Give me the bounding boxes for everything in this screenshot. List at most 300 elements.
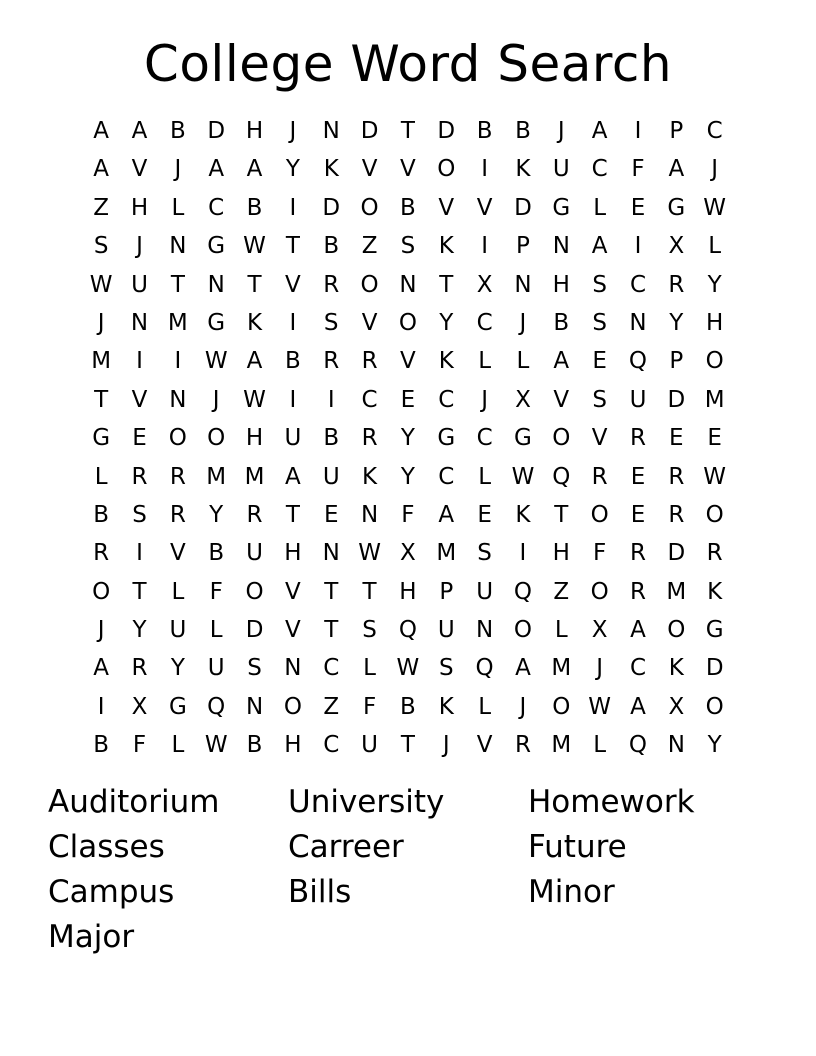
- grid-cell: X: [668, 693, 685, 720]
- grid-cell: U: [131, 271, 148, 298]
- grid-cell: Y: [439, 309, 454, 336]
- page-title: College Word Search: [143, 35, 673, 93]
- grid-cell: T: [285, 233, 300, 260]
- grid-cell: R: [668, 501, 685, 528]
- grid-cell: S: [132, 501, 147, 528]
- grid-cell: Q: [207, 693, 226, 720]
- grid-cell: J: [519, 309, 527, 336]
- grid-cell: O: [398, 309, 417, 336]
- grid-cell: X: [591, 617, 608, 644]
- grid-cell: J: [442, 732, 450, 759]
- grid-cell: D: [437, 118, 456, 144]
- grid-cell: B: [93, 501, 110, 528]
- grid-cell: R: [514, 732, 531, 759]
- grid-cell: A: [515, 655, 531, 682]
- grid-cell: V: [131, 156, 148, 183]
- grid-cell: D: [667, 386, 686, 413]
- grid-cell: M: [206, 463, 227, 490]
- grid-cell: I: [289, 386, 297, 413]
- grid-cell: E: [592, 348, 607, 375]
- grid-cell: O: [705, 693, 724, 720]
- grid-cell: H: [552, 271, 570, 298]
- grid-row: [82, 342, 734, 380]
- grid-cell: U: [322, 463, 340, 490]
- grid-cell: S: [592, 309, 607, 336]
- grid-cell: D: [514, 194, 532, 221]
- grid-cell: A: [93, 655, 110, 682]
- grid-cell: E: [630, 463, 646, 490]
- grid-cell: A: [630, 693, 646, 720]
- grid-cell: N: [476, 617, 494, 644]
- grid-row: [82, 150, 734, 188]
- grid-cell: R: [169, 463, 186, 490]
- grid-cell: A: [131, 118, 148, 144]
- grid-cell: Q: [628, 732, 648, 759]
- grid-cell: J: [136, 233, 143, 260]
- grid-cell: J: [711, 156, 719, 183]
- grid-cell: R: [706, 540, 723, 567]
- grid-cell: G: [705, 617, 724, 644]
- grid-cell: I: [481, 156, 488, 183]
- grid-cell: R: [668, 463, 685, 490]
- grid-cell: O: [590, 578, 609, 605]
- grid-cell: T: [94, 386, 109, 413]
- grid-cell: N: [207, 271, 225, 298]
- grid-cell: N: [629, 309, 647, 336]
- grid-row: [82, 304, 734, 342]
- grid-cell: E: [400, 386, 416, 413]
- grid-cell: B: [93, 732, 110, 759]
- grid-cell: Y: [132, 617, 147, 644]
- grid-cell: E: [707, 425, 722, 452]
- grid-cell: A: [438, 501, 455, 528]
- grid-cell: C: [323, 732, 340, 759]
- grid-cell: V: [476, 194, 493, 221]
- grid-cell: R: [131, 463, 148, 490]
- grid-cell: A: [93, 118, 110, 144]
- grid-cell: I: [481, 233, 488, 260]
- grid-cell: Z: [361, 233, 378, 260]
- grid-cell: U: [169, 617, 187, 644]
- grid-cell: G: [207, 233, 226, 260]
- grid-cell: E: [323, 501, 339, 528]
- grid-cell: T: [170, 271, 185, 298]
- grid-cell: I: [174, 348, 182, 375]
- grid-cell: O: [705, 348, 724, 375]
- grid-row: [82, 189, 734, 227]
- grid-cell: C: [476, 425, 493, 452]
- grid-cell: T: [132, 578, 147, 605]
- grid-cell: W: [243, 386, 266, 413]
- grid-cell: W: [588, 693, 612, 720]
- grid-cell: A: [591, 118, 608, 144]
- grid-cell: G: [207, 309, 226, 336]
- grid-cell: I: [634, 233, 642, 260]
- grid-cell: V: [591, 425, 608, 452]
- grid-cell: W: [703, 194, 727, 221]
- grid-cell: D: [207, 118, 226, 144]
- grid-cell: X: [131, 693, 148, 720]
- grid-cell: Y: [209, 501, 224, 528]
- grid-cell: D: [245, 617, 264, 644]
- grid-cell: B: [323, 233, 340, 260]
- grid-cell: M: [704, 386, 725, 413]
- grid-cell: C: [323, 655, 340, 682]
- grid-cell: W: [511, 463, 535, 490]
- grid-row: [82, 726, 734, 764]
- grid-cell: I: [327, 386, 335, 413]
- grid-cell: H: [284, 732, 302, 759]
- grid-cell: A: [246, 348, 263, 375]
- grid-cell: C: [629, 271, 647, 298]
- grid-cell: B: [323, 425, 340, 452]
- grid-cell: C: [208, 194, 225, 221]
- grid-cell: B: [553, 309, 570, 336]
- grid-cell: V: [169, 540, 186, 567]
- grid-cell: V: [553, 386, 570, 413]
- grid-cell: M: [551, 732, 572, 759]
- grid-cell: V: [438, 194, 455, 221]
- word-list-item: Future: [528, 829, 627, 865]
- grid-cell: A: [668, 156, 685, 183]
- grid-cell: F: [362, 693, 377, 720]
- grid-cell: Q: [475, 655, 494, 682]
- grid-cell: Y: [285, 156, 300, 183]
- grid-cell: O: [552, 425, 571, 452]
- grid-cell: D: [705, 655, 724, 682]
- grid-cell: R: [93, 540, 110, 567]
- grid-cell: S: [362, 617, 377, 644]
- grid-cell: A: [93, 156, 110, 183]
- grid-cell: J: [481, 386, 488, 413]
- grid-cell: K: [515, 156, 531, 183]
- grid-cell: T: [324, 617, 339, 644]
- grid-cell: T: [285, 501, 300, 528]
- word-list-item: Minor: [528, 874, 615, 910]
- grid-cell: O: [283, 693, 302, 720]
- grid-cell: W: [358, 540, 381, 567]
- grid-cell: F: [209, 578, 223, 605]
- grid-cell: F: [631, 156, 645, 183]
- grid-cell: C: [476, 309, 493, 336]
- grid-cell: J: [596, 655, 604, 682]
- grid-cell: C: [591, 156, 608, 183]
- grid-cell: X: [476, 271, 493, 298]
- grid-cell: R: [323, 348, 340, 375]
- grid-cell: E: [630, 501, 646, 528]
- grid-cell: T: [400, 118, 415, 144]
- grid-cell: S: [592, 386, 607, 413]
- grid-cell: L: [554, 617, 568, 644]
- grid-cell: C: [361, 386, 378, 413]
- grid-cell: V: [361, 309, 378, 336]
- grid-cell: L: [478, 463, 492, 490]
- grid-cell: N: [667, 732, 685, 759]
- grid-cell: S: [93, 233, 109, 260]
- grid-cell: M: [167, 309, 188, 336]
- grid-cell: K: [323, 156, 339, 183]
- grid-cell: U: [246, 540, 263, 567]
- grid-cell: G: [514, 425, 532, 452]
- grid-cell: N: [245, 693, 264, 720]
- grid-cell: E: [630, 194, 646, 221]
- grid-cell: Z: [323, 693, 340, 720]
- grid-cell: D: [360, 118, 379, 144]
- grid-cell: L: [363, 655, 376, 682]
- grid-cell: P: [669, 118, 684, 144]
- grid-cell: N: [169, 386, 187, 413]
- grid-row: [82, 496, 734, 534]
- grid-cell: K: [668, 655, 684, 682]
- word-list-item: Auditorium: [48, 784, 220, 820]
- grid-cell: S: [400, 233, 416, 260]
- grid-row: [82, 458, 734, 496]
- grid-cell: X: [668, 233, 685, 260]
- grid-cell: V: [361, 156, 378, 183]
- grid-cell: J: [289, 118, 297, 144]
- grid-cell: B: [400, 693, 416, 720]
- grid-cell: H: [284, 540, 302, 567]
- grid-cell: S: [592, 271, 607, 298]
- grid-cell: V: [131, 386, 148, 413]
- grid-cell: T: [247, 271, 262, 298]
- grid-cell: R: [246, 501, 263, 528]
- grid-cell: A: [285, 463, 301, 490]
- grid-cell: O: [92, 578, 111, 605]
- grid-cell: A: [553, 348, 570, 375]
- grid-cell: S: [438, 655, 454, 682]
- grid-cell: U: [552, 156, 570, 183]
- grid-cell: T: [400, 732, 415, 759]
- grid-cell: K: [707, 578, 723, 605]
- grid-cell: Y: [400, 425, 415, 452]
- grid-cell: B: [285, 348, 301, 375]
- grid-cell: H: [130, 194, 149, 221]
- grid-cell: M: [436, 540, 457, 567]
- grid-cell: V: [285, 578, 301, 605]
- grid-cell: N: [322, 540, 340, 567]
- grid-cell: W: [204, 348, 228, 375]
- grid-cell: X: [400, 540, 416, 567]
- grid-cell: V: [400, 348, 416, 375]
- grid-cell: I: [634, 118, 642, 144]
- grid-cell: O: [513, 617, 532, 644]
- grid-cell: L: [478, 348, 492, 375]
- grid-cell: E: [477, 501, 492, 528]
- grid-cell: Z: [93, 194, 110, 221]
- grid-cell: S: [247, 655, 262, 682]
- grid-cell: B: [246, 194, 263, 221]
- grid-cell: N: [322, 118, 340, 144]
- grid-cell: N: [399, 271, 417, 298]
- grid-cell: W: [703, 463, 727, 490]
- grid-cell: B: [476, 118, 493, 144]
- grid-cell: L: [171, 578, 185, 605]
- grid-row: [82, 649, 734, 687]
- grid-cell: X: [515, 386, 531, 413]
- word-list-item: Carreer: [288, 829, 404, 865]
- grid-row: [82, 688, 734, 726]
- grid-cell: C: [438, 386, 455, 413]
- grid-cell: O: [667, 617, 686, 644]
- grid-cell: V: [285, 617, 301, 644]
- grid-cell: S: [323, 309, 339, 336]
- grid-cell: Y: [669, 309, 684, 336]
- grid-cell: Q: [552, 463, 571, 490]
- grid-cell: M: [666, 578, 687, 605]
- word-list-item: Bills: [288, 874, 352, 910]
- grid-cell: G: [437, 425, 456, 452]
- grid-row: [82, 573, 734, 611]
- grid-cell: Y: [707, 732, 722, 759]
- grid-cell: U: [361, 732, 378, 759]
- grid-cell: U: [284, 425, 302, 452]
- grid-cell: O: [705, 501, 724, 528]
- grid-cell: I: [289, 194, 297, 221]
- grid-cell: Y: [707, 271, 722, 298]
- grid-cell: H: [552, 540, 570, 567]
- grid-cell: U: [629, 386, 647, 413]
- grid-cell: M: [91, 348, 112, 375]
- grid-cell: Q: [513, 578, 532, 605]
- grid-cell: L: [593, 194, 607, 221]
- grid-row: [82, 112, 734, 150]
- word-list-item: Major: [48, 919, 135, 955]
- word-list-item: Campus: [48, 874, 175, 910]
- grid-cell: L: [171, 732, 185, 759]
- grid-cell: L: [516, 348, 530, 375]
- grid-cell: W: [396, 655, 420, 682]
- grid-cell: P: [669, 348, 684, 375]
- grid-cell: F: [132, 732, 147, 759]
- grid-cell: O: [207, 425, 226, 452]
- grid-cell: I: [289, 309, 297, 336]
- grid-cell: O: [437, 156, 456, 183]
- grid-cell: N: [169, 233, 187, 260]
- grid-cell: N: [360, 501, 379, 528]
- grid-cell: A: [246, 156, 263, 183]
- grid-cell: G: [667, 194, 686, 221]
- grid-cell: C: [438, 463, 455, 490]
- grid-cell: I: [136, 348, 143, 375]
- grid-cell: D: [667, 540, 686, 567]
- grid-cell: N: [514, 271, 532, 298]
- grid-cell: J: [97, 309, 105, 336]
- grid-cell: I: [136, 540, 143, 567]
- grid-cell: B: [515, 118, 531, 144]
- grid-cell: C: [629, 655, 647, 682]
- grid-cell: O: [168, 425, 187, 452]
- grid-cell: J: [212, 386, 220, 413]
- grid-cell: N: [130, 309, 149, 336]
- grid-cell: D: [322, 194, 341, 221]
- grid-cell: V: [476, 732, 493, 759]
- grid-cell: W: [243, 233, 266, 260]
- grid-cell: P: [439, 578, 454, 605]
- grid-cell: K: [247, 309, 263, 336]
- grid-cell: N: [552, 233, 570, 260]
- grid-cell: R: [361, 348, 378, 375]
- grid-row: [82, 534, 734, 572]
- grid-cell: K: [362, 463, 378, 490]
- grid-cell: Y: [400, 463, 415, 490]
- grid-cell: O: [360, 271, 379, 298]
- word-list-item: Classes: [48, 829, 165, 865]
- grid-row: [82, 381, 734, 419]
- grid-cell: W: [89, 271, 113, 298]
- grid-cell: A: [591, 233, 608, 260]
- grid-cell: I: [97, 693, 105, 720]
- grid-cell: K: [438, 693, 454, 720]
- grid-cell: Z: [553, 578, 570, 605]
- grid-cell: R: [668, 271, 685, 298]
- grid-cell: N: [284, 655, 302, 682]
- grid-cell: G: [552, 194, 571, 221]
- grid-cell: G: [92, 425, 111, 452]
- word-list-item: University: [288, 784, 445, 820]
- grid-cell: T: [554, 501, 569, 528]
- grid-cell: B: [400, 194, 416, 221]
- grid-cell: R: [629, 578, 646, 605]
- grid-cell: I: [519, 540, 527, 567]
- grid-cell: S: [477, 540, 492, 567]
- word-list: [48, 780, 768, 960]
- grid-cell: L: [171, 194, 185, 221]
- grid-cell: T: [362, 578, 377, 605]
- grid-cell: O: [360, 194, 379, 221]
- grid-cell: V: [400, 156, 416, 183]
- grid-cell: R: [591, 463, 608, 490]
- grid-cell: O: [590, 501, 609, 528]
- grid-cell: W: [204, 732, 228, 759]
- grid-row: [82, 611, 734, 649]
- grid-cell: O: [552, 693, 571, 720]
- grid-cell: L: [478, 693, 492, 720]
- grid-row: [82, 227, 734, 265]
- grid-cell: V: [285, 271, 301, 298]
- grid-cell: G: [168, 693, 187, 720]
- letter-grid: [82, 112, 734, 765]
- grid-cell: R: [169, 501, 186, 528]
- grid-cell: U: [207, 655, 225, 682]
- grid-cell: B: [208, 540, 225, 567]
- grid-cell: Q: [628, 348, 648, 375]
- grid-cell: B: [169, 118, 186, 144]
- grid-row: [82, 266, 734, 304]
- grid-cell: B: [246, 732, 263, 759]
- grid-cell: L: [94, 463, 108, 490]
- grid-cell: H: [245, 425, 264, 452]
- grid-cell: H: [706, 309, 724, 336]
- grid-cell: R: [131, 655, 148, 682]
- grid-cell: U: [437, 617, 455, 644]
- grid-cell: O: [245, 578, 264, 605]
- grid-cell: R: [629, 425, 646, 452]
- grid-cell: K: [438, 233, 454, 260]
- grid-cell: T: [324, 578, 339, 605]
- grid-cell: R: [361, 425, 378, 452]
- grid-cell: L: [593, 732, 607, 759]
- grid-cell: F: [593, 540, 607, 567]
- grid-cell: A: [208, 156, 225, 183]
- grid-cell: K: [515, 501, 531, 528]
- grid-cell: U: [476, 578, 494, 605]
- grid-cell: T: [439, 271, 454, 298]
- grid-cell: Q: [398, 617, 417, 644]
- grid-cell: E: [132, 425, 147, 452]
- grid-cell: R: [629, 540, 646, 567]
- grid-cell: H: [399, 578, 417, 605]
